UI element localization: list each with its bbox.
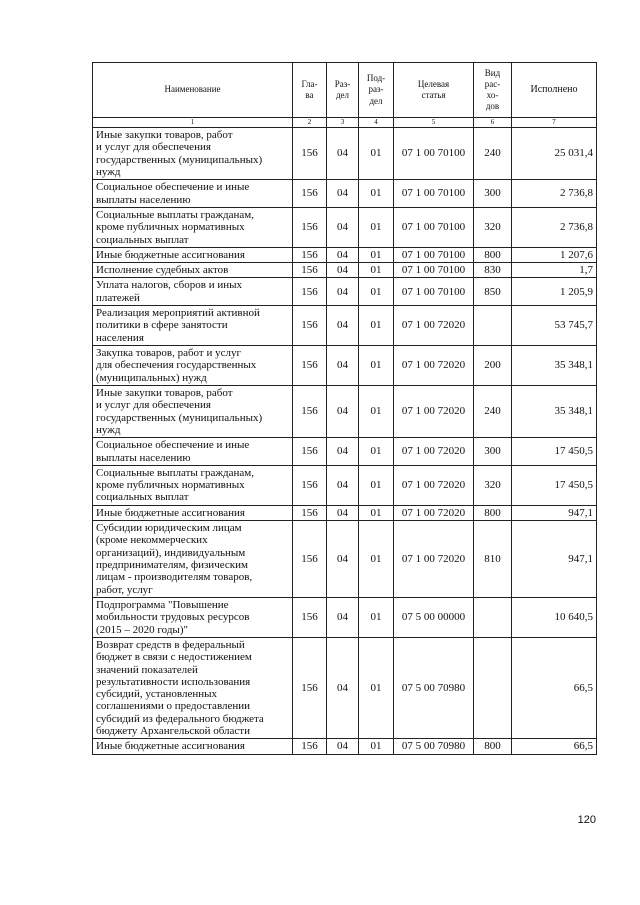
document-page — [92, 62, 596, 755]
row-razdel: 04 — [327, 597, 359, 637]
row-name: Исполнение судебных актов — [93, 263, 293, 278]
header-vid: Вид рас- хо- дов — [474, 63, 512, 118]
row-statya: 07 1 00 70100 — [394, 278, 474, 306]
row-podrazdel: 01 — [359, 207, 394, 247]
row-glava: 156 — [293, 465, 327, 505]
row-podrazdel: 01 — [359, 521, 394, 598]
table-row — [93, 180, 597, 208]
table-row — [93, 438, 597, 466]
row-vid: 240 — [474, 128, 512, 180]
row-statya: 07 1 00 70100 — [394, 207, 474, 247]
row-statya: 07 1 00 70100 — [394, 247, 474, 262]
row-name: Социальные выплаты гражданам, кроме публичных нормативных социальных выплат — [93, 207, 293, 247]
row-vid: 300 — [474, 438, 512, 466]
row-podrazdel: 01 — [359, 465, 394, 505]
header-ispolneno: Исполнено — [512, 63, 597, 118]
row-vid: 240 — [474, 385, 512, 437]
row-glava: 156 — [293, 505, 327, 520]
table-row — [93, 465, 597, 505]
row-statya: 07 5 00 70980 — [394, 637, 474, 739]
row-glava: 156 — [293, 739, 327, 754]
row-razdel: 04 — [327, 128, 359, 180]
row-statya: 07 1 00 72020 — [394, 385, 474, 437]
column-number: 4 — [359, 118, 394, 128]
header-statya: Целевая статья — [394, 63, 474, 118]
row-statya: 07 5 00 00000 — [394, 597, 474, 637]
header-row — [93, 63, 597, 118]
row-podrazdel: 01 — [359, 438, 394, 466]
table-row — [93, 739, 597, 754]
row-vid: 810 — [474, 521, 512, 598]
row-name: Иные закупки товаров, работ и услуг для обеспечения государственных (муниципальных) нужд — [93, 385, 293, 437]
row-sum: 1,7 — [512, 263, 597, 278]
table-row — [93, 306, 597, 346]
row-name: Возврат средств в федеральный бюджет в связи с недостижением значений показателей результативности использования субсидий, установленных соглашениями о предоставлении субсидий из федерального бюджета бюджету Архангельской области — [93, 637, 293, 739]
row-sum: 17 450,5 — [512, 465, 597, 505]
row-podrazdel: 01 — [359, 247, 394, 262]
header-razdel: Раз- дел — [327, 63, 359, 118]
row-glava: 156 — [293, 278, 327, 306]
row-vid: 800 — [474, 247, 512, 262]
row-podrazdel: 01 — [359, 637, 394, 739]
row-sum: 66,5 — [512, 637, 597, 739]
row-vid: 200 — [474, 346, 512, 386]
row-podrazdel: 01 — [359, 306, 394, 346]
row-razdel: 04 — [327, 346, 359, 386]
table-row — [93, 521, 597, 598]
row-sum: 35 348,1 — [512, 385, 597, 437]
row-razdel: 04 — [327, 247, 359, 262]
row-vid — [474, 597, 512, 637]
row-razdel: 04 — [327, 180, 359, 208]
row-name: Иные бюджетные ассигнования — [93, 505, 293, 520]
table-row — [93, 346, 597, 386]
row-statya: 07 1 00 72020 — [394, 438, 474, 466]
row-statya: 07 1 00 70100 — [394, 180, 474, 208]
row-sum: 1 207,6 — [512, 247, 597, 262]
row-podrazdel: 01 — [359, 346, 394, 386]
row-vid: 300 — [474, 180, 512, 208]
row-statya: 07 1 00 70100 — [394, 128, 474, 180]
table-row — [93, 247, 597, 262]
row-razdel: 04 — [327, 263, 359, 278]
table-row — [93, 207, 597, 247]
row-glava: 156 — [293, 346, 327, 386]
column-number: 5 — [394, 118, 474, 128]
row-name: Уплата налогов, сборов и иных платежей — [93, 278, 293, 306]
header-name: Наименование — [93, 63, 293, 118]
row-razdel: 04 — [327, 739, 359, 754]
row-statya: 07 1 00 72020 — [394, 465, 474, 505]
row-razdel: 04 — [327, 637, 359, 739]
table-body — [93, 128, 597, 755]
column-number: 1 — [93, 118, 293, 128]
table-row — [93, 128, 597, 180]
row-podrazdel: 01 — [359, 180, 394, 208]
page-number: 120 — [577, 814, 596, 826]
row-razdel: 04 — [327, 521, 359, 598]
column-numbers-row — [93, 118, 597, 128]
row-glava: 156 — [293, 438, 327, 466]
row-name: Реализация мероприятий активной политики в сфере занятости населения — [93, 306, 293, 346]
row-vid: 800 — [474, 505, 512, 520]
row-podrazdel: 01 — [359, 597, 394, 637]
row-glava: 156 — [293, 306, 327, 346]
row-name: Иные закупки товаров, работ и услуг для обеспечения государственных (муниципальных) нужд — [93, 128, 293, 180]
row-glava: 156 — [293, 521, 327, 598]
row-glava: 156 — [293, 128, 327, 180]
table-row — [93, 385, 597, 437]
row-sum: 947,1 — [512, 521, 597, 598]
table-row — [93, 597, 597, 637]
row-glava: 156 — [293, 263, 327, 278]
row-vid: 800 — [474, 739, 512, 754]
row-statya: 07 1 00 72020 — [394, 521, 474, 598]
row-name: Социальные выплаты гражданам, кроме публичных нормативных социальных выплат — [93, 465, 293, 505]
row-name: Иные бюджетные ассигнования — [93, 247, 293, 262]
row-podrazdel: 01 — [359, 263, 394, 278]
budget-table — [92, 62, 597, 755]
row-statya: 07 1 00 72020 — [394, 346, 474, 386]
row-name: Закупка товаров, работ и услуг для обеспечения государственных (муниципальных) нужд — [93, 346, 293, 386]
row-name: Субсидии юридическим лицам (кроме некоммерческих организаций), индивидуальным предпринимателям, физическим лицам - производителям товаров, работ, услуг — [93, 521, 293, 598]
row-sum: 66,5 — [512, 739, 597, 754]
table-row — [93, 505, 597, 520]
row-podrazdel: 01 — [359, 278, 394, 306]
header-podrazdel: Под- раз- дел — [359, 63, 394, 118]
row-sum: 2 736,8 — [512, 180, 597, 208]
row-sum: 947,1 — [512, 505, 597, 520]
row-name: Социальное обеспечение и иные выплаты населению — [93, 438, 293, 466]
row-razdel: 04 — [327, 278, 359, 306]
row-sum: 2 736,8 — [512, 207, 597, 247]
table-row — [93, 278, 597, 306]
row-vid: 320 — [474, 465, 512, 505]
table-row — [93, 263, 597, 278]
row-podrazdel: 01 — [359, 385, 394, 437]
row-glava: 156 — [293, 180, 327, 208]
row-sum: 25 031,4 — [512, 128, 597, 180]
row-razdel: 04 — [327, 438, 359, 466]
row-razdel: 04 — [327, 306, 359, 346]
column-number: 6 — [474, 118, 512, 128]
row-vid — [474, 637, 512, 739]
row-glava: 156 — [293, 247, 327, 262]
row-statya: 07 1 00 72020 — [394, 505, 474, 520]
row-sum: 1 205,9 — [512, 278, 597, 306]
row-sum: 17 450,5 — [512, 438, 597, 466]
row-name: Иные бюджетные ассигнования — [93, 739, 293, 754]
row-vid — [474, 306, 512, 346]
row-statya: 07 5 00 70980 — [394, 739, 474, 754]
row-razdel: 04 — [327, 207, 359, 247]
row-podrazdel: 01 — [359, 128, 394, 180]
row-sum: 10 640,5 — [512, 597, 597, 637]
table-header — [93, 63, 597, 128]
header-glava: Гла- ва — [293, 63, 327, 118]
table-row — [93, 637, 597, 739]
row-podrazdel: 01 — [359, 739, 394, 754]
column-number: 3 — [327, 118, 359, 128]
row-razdel: 04 — [327, 385, 359, 437]
row-razdel: 04 — [327, 505, 359, 520]
row-sum: 53 745,7 — [512, 306, 597, 346]
row-name: Социальное обеспечение и иные выплаты населению — [93, 180, 293, 208]
row-podrazdel: 01 — [359, 505, 394, 520]
column-number: 2 — [293, 118, 327, 128]
row-statya: 07 1 00 72020 — [394, 306, 474, 346]
row-vid: 830 — [474, 263, 512, 278]
row-vid: 850 — [474, 278, 512, 306]
row-razdel: 04 — [327, 465, 359, 505]
row-glava: 156 — [293, 385, 327, 437]
row-name: Подпрограмма "Повышение мобильности трудовых ресурсов (2015 – 2020 годы)" — [93, 597, 293, 637]
row-vid: 320 — [474, 207, 512, 247]
row-glava: 156 — [293, 597, 327, 637]
row-statya: 07 1 00 70100 — [394, 263, 474, 278]
column-number: 7 — [512, 118, 597, 128]
row-glava: 156 — [293, 207, 327, 247]
row-sum: 35 348,1 — [512, 346, 597, 386]
row-glava: 156 — [293, 637, 327, 739]
